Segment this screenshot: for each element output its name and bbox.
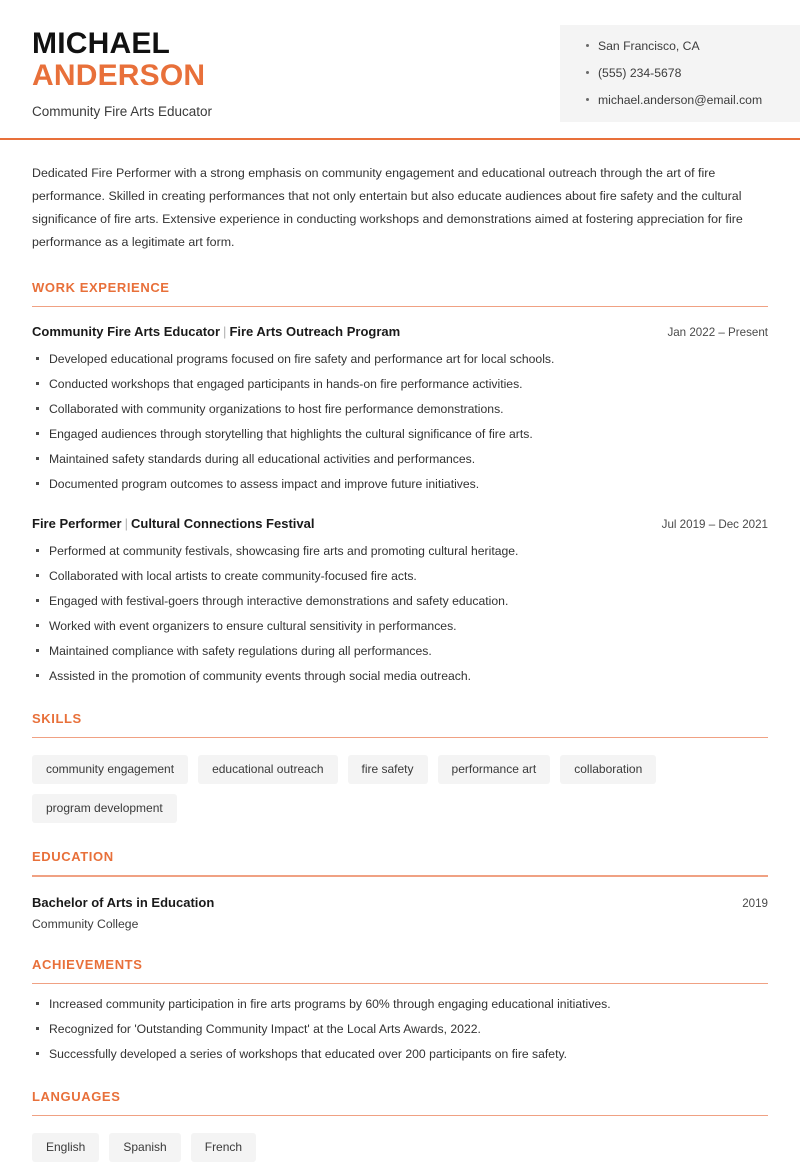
section-education bbox=[32, 849, 768, 930]
experience-entry-header bbox=[32, 324, 768, 339]
experience-dates: Jan 2022 – Present bbox=[667, 326, 768, 340]
list-item: Documented program outcomes to assess impact and improve future initiatives. bbox=[32, 476, 768, 492]
list-item: Collaborated with community organizations to host fire performance demonstrations. bbox=[32, 401, 768, 417]
experience-bullets bbox=[32, 351, 768, 493]
education-degree: Bachelor of Arts in Education bbox=[32, 894, 215, 910]
list-item: Engaged with festival-goers through interactive demonstrations and safety education. bbox=[32, 593, 768, 609]
section-languages bbox=[32, 1089, 768, 1162]
skill-tag: performance art bbox=[438, 755, 551, 784]
header-divider bbox=[0, 138, 800, 140]
skill-tag: fire safety bbox=[348, 755, 428, 784]
language-tag: English bbox=[32, 1133, 99, 1162]
language-tag: French bbox=[191, 1133, 256, 1162]
title-separator: | bbox=[124, 515, 128, 531]
contact-list bbox=[586, 39, 780, 108]
list-item: Conducted workshops that engaged participants in hands-on fire performance activities. bbox=[32, 376, 768, 392]
resume-content bbox=[0, 162, 800, 1162]
list-item: Successfully developed a series of workshops that educated over 200 participants on fire safety. bbox=[32, 1046, 768, 1062]
title-separator: | bbox=[223, 324, 227, 340]
skill-tag: educational outreach bbox=[198, 755, 337, 784]
list-item: Performed at community festivals, showcasing fire arts and promoting cultural heritage. bbox=[32, 543, 768, 559]
candidate-name bbox=[32, 28, 212, 93]
section-work-experience bbox=[32, 280, 768, 685]
list-item: Maintained safety standards during all educational activities and performances. bbox=[32, 451, 768, 467]
experience-entry-header bbox=[32, 516, 768, 531]
section-title-skills: SKILLS bbox=[32, 710, 82, 726]
education-entry-header bbox=[32, 895, 768, 910]
section-title-work: WORK EXPERIENCE bbox=[32, 279, 170, 295]
experience-title bbox=[32, 324, 400, 339]
education-school: Community College bbox=[32, 916, 139, 931]
experience-role: Community Fire Arts Educator bbox=[32, 324, 221, 340]
experience-entry bbox=[32, 516, 768, 685]
resume-header bbox=[0, 0, 800, 122]
section-achievements bbox=[32, 957, 768, 1063]
list-item: Increased community participation in fire arts programs by 60% through engaging educational initiatives. bbox=[32, 996, 768, 1012]
education-year: 2019 bbox=[742, 896, 768, 910]
language-tag: Spanish bbox=[109, 1133, 180, 1162]
contact-location: San Francisco, CA bbox=[586, 39, 780, 54]
skill-tag: collaboration bbox=[560, 755, 656, 784]
experience-dates: Jul 2019 – Dec 2021 bbox=[661, 517, 768, 531]
experience-title bbox=[32, 516, 314, 531]
section-divider-achievements bbox=[32, 983, 768, 984]
skill-tag: community engagement bbox=[32, 755, 188, 784]
experience-bullets bbox=[32, 543, 768, 685]
section-divider-education bbox=[32, 875, 768, 876]
skills-tag-list bbox=[32, 755, 768, 823]
section-title-languages: LANGUAGES bbox=[32, 1088, 121, 1104]
achievements-list bbox=[32, 996, 768, 1063]
section-divider-skills bbox=[32, 737, 768, 738]
section-title-education: EDUCATION bbox=[32, 849, 114, 865]
list-item: Maintained compliance with safety regulations during all performances. bbox=[32, 643, 768, 659]
experience-company: Cultural Connections Festival bbox=[130, 515, 315, 531]
professional-summary: Dedicated Fire Performer with a strong emphasis on community engagement and educational outreach through the art of fire performance. Skilled in creating performances that not only entertain but also educate audiences about fire safety and the cultural significance of fire arts. Extensive experience in conducting workshops and demonstrations aimed at fostering appreciation for fire performance as a legitimate art form. bbox=[32, 165, 743, 249]
section-divider-work bbox=[32, 306, 768, 307]
contact-email[interactable]: michael.anderson@email.com bbox=[586, 93, 780, 108]
contact-box bbox=[560, 25, 800, 122]
section-divider-languages bbox=[32, 1115, 768, 1116]
experience-company: Fire Arts Outreach Program bbox=[229, 324, 401, 340]
languages-tag-list bbox=[32, 1133, 768, 1162]
skill-tag: program development bbox=[32, 794, 177, 823]
section-title-achievements: ACHIEVEMENTS bbox=[32, 956, 143, 972]
contact-phone[interactable]: (555) 234-5678 bbox=[586, 66, 780, 81]
list-item: Collaborated with local artists to create community-focused fire acts. bbox=[32, 568, 768, 584]
list-item: Assisted in the promotion of community events through social media outreach. bbox=[32, 668, 768, 684]
experience-role: Fire Performer bbox=[32, 515, 122, 531]
header-identity bbox=[0, 22, 212, 119]
last-name: ANDERSON bbox=[32, 59, 206, 93]
list-item: Recognized for 'Outstanding Community Impact' at the Local Arts Awards, 2022. bbox=[32, 1021, 768, 1037]
experience-entry bbox=[32, 324, 768, 493]
first-name: MICHAEL bbox=[32, 27, 171, 60]
candidate-job-title: Community Fire Arts Educator bbox=[32, 103, 213, 119]
list-item: Developed educational programs focused on fire safety and performance art for local schools. bbox=[32, 351, 768, 367]
list-item: Engaged audiences through storytelling that highlights the cultural significance of fire arts. bbox=[32, 426, 768, 442]
list-item: Worked with event organizers to ensure cultural sensitivity in performances. bbox=[32, 618, 768, 634]
section-skills bbox=[32, 711, 768, 824]
